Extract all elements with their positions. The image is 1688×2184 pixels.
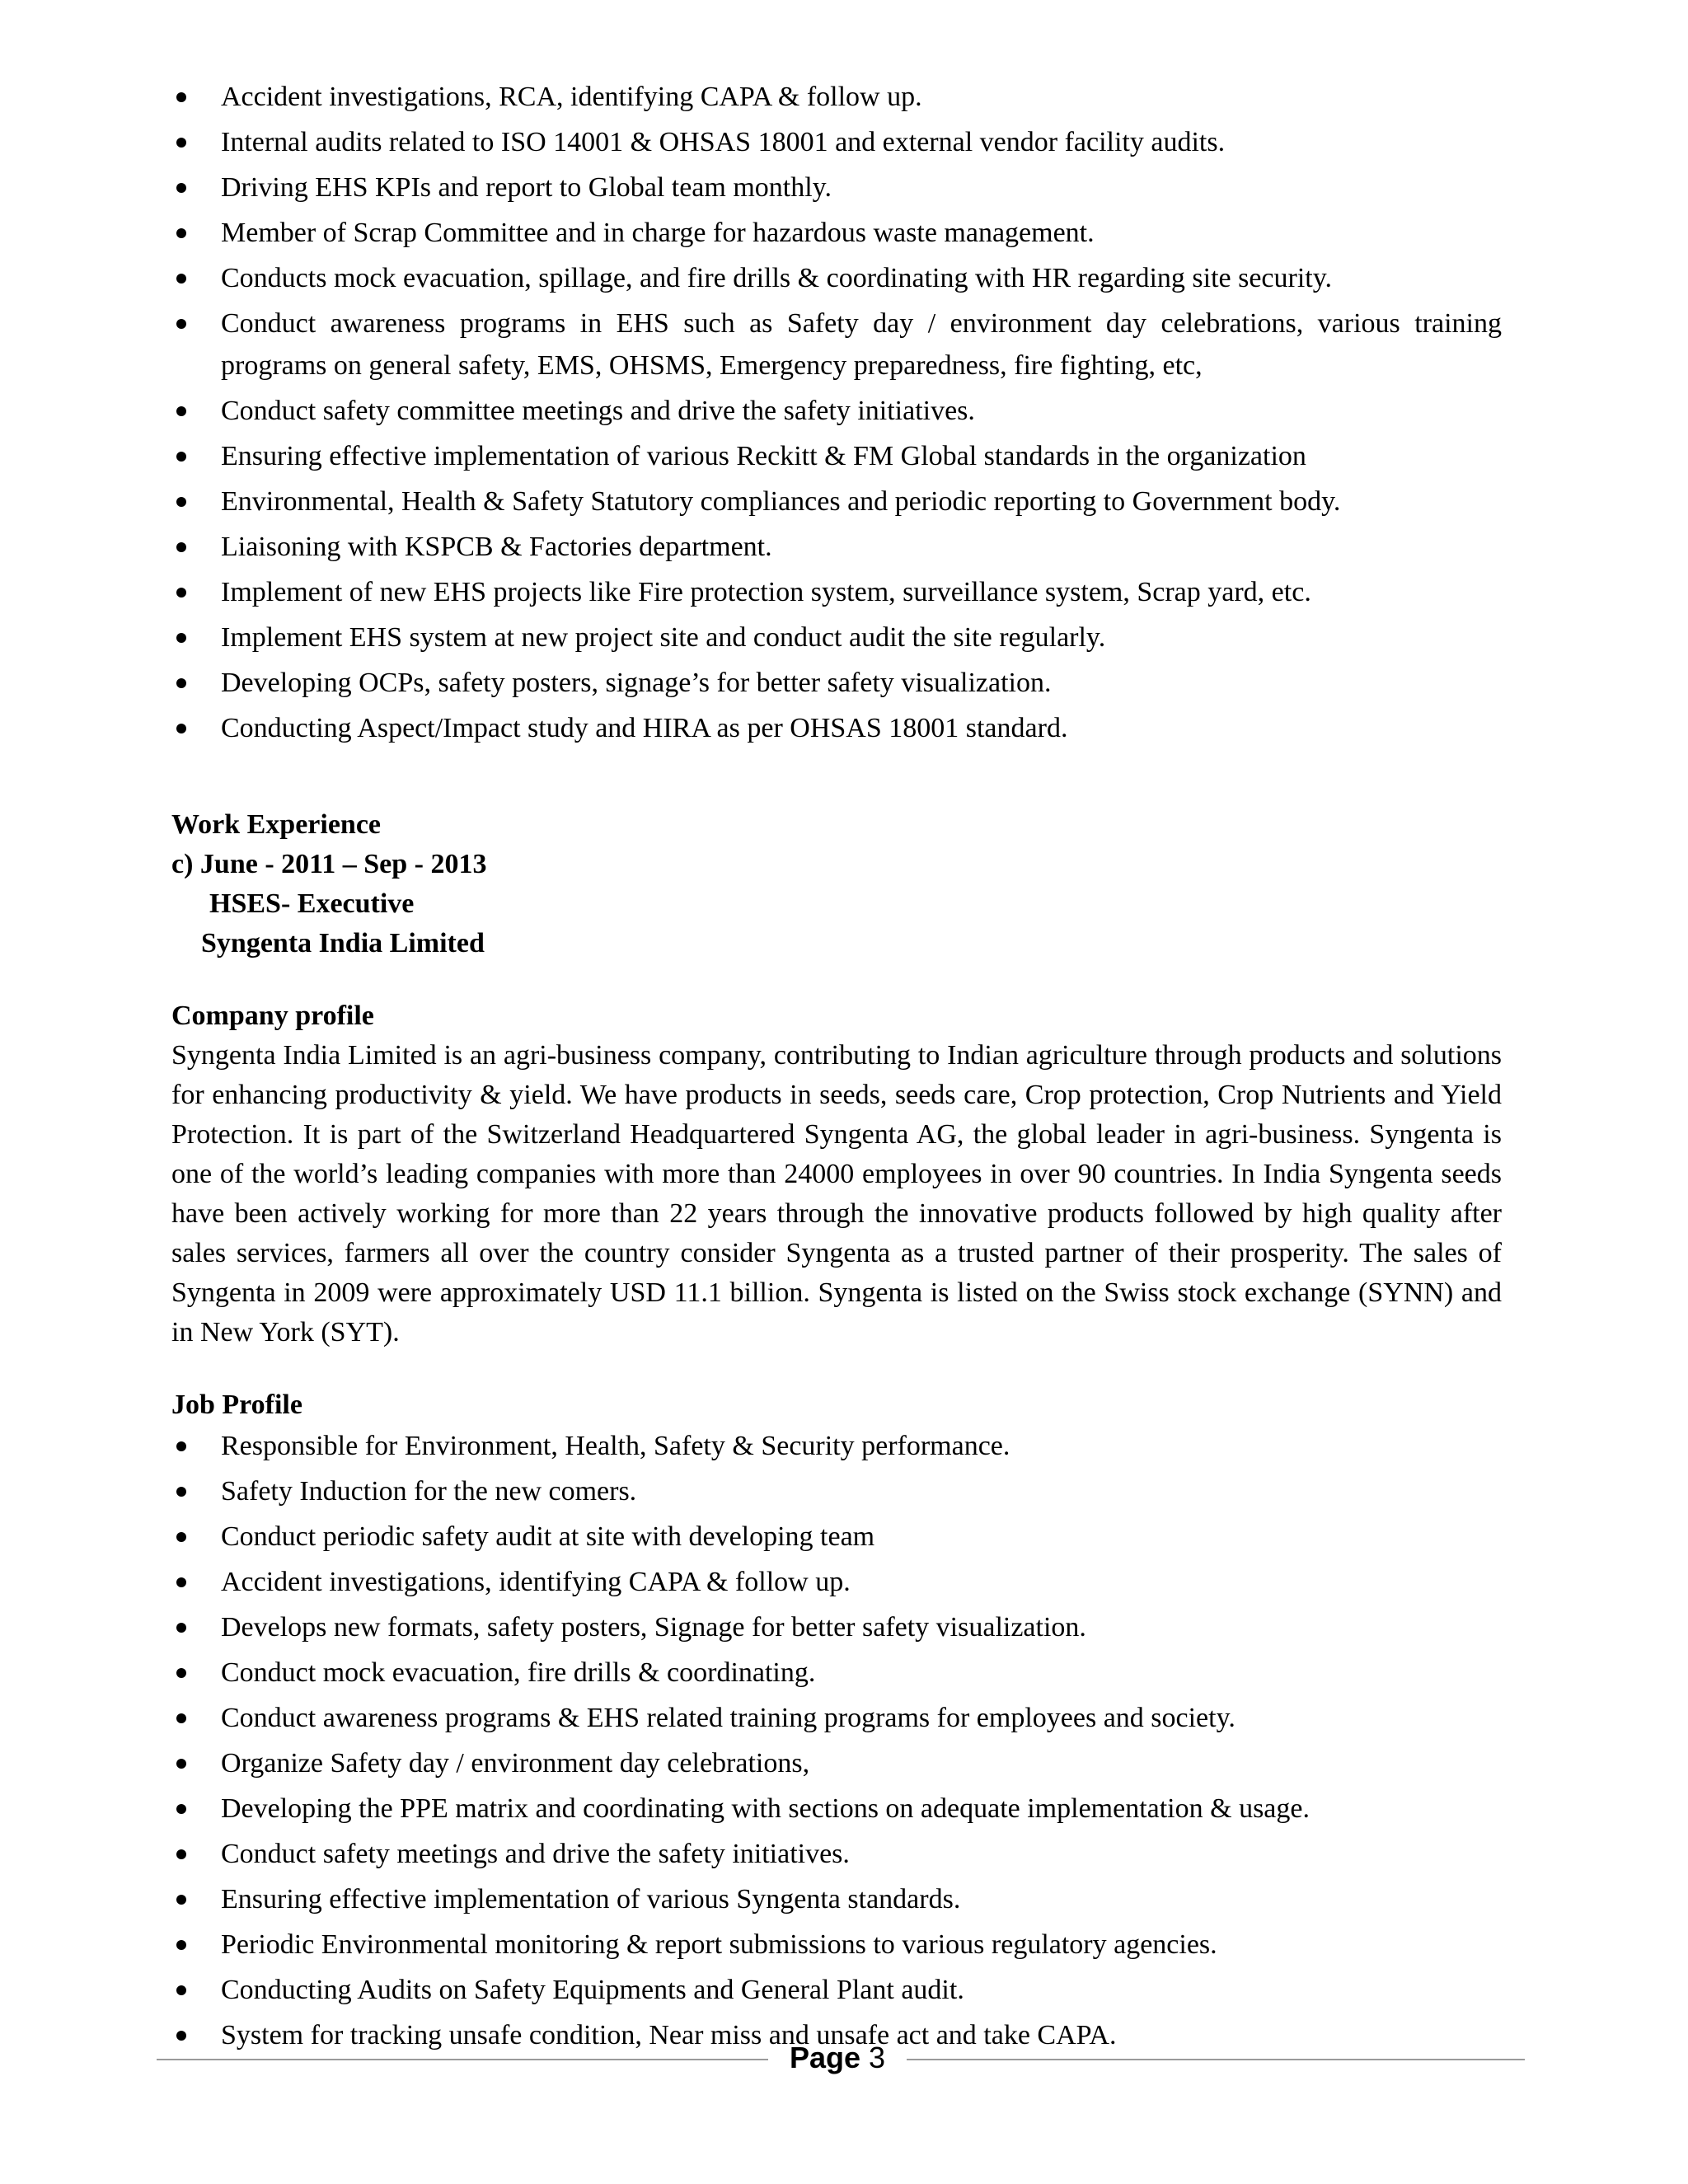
work-period: c) June - 2011 – Sep - 2013 [171, 849, 487, 879]
bullet-icon [176, 183, 186, 193]
bullet-icon [176, 1940, 186, 1950]
bullet-icon [176, 1759, 186, 1769]
list-item: Safety Induction for the new comers. [171, 1470, 1502, 1512]
bullet-icon [176, 1441, 186, 1451]
bullet-icon [176, 1895, 186, 1905]
list-item: Conduct awareness programs & EHS related training programs for employees and society. [171, 1697, 1502, 1739]
list-item: Responsible for Environment, Health, Safety & Security performance. [171, 1425, 1502, 1467]
top-bullet-list [171, 76, 1502, 749]
document-page [171, 76, 1502, 2060]
job-profile-heading: Job Profile [171, 1390, 302, 1420]
bullet-icon [176, 1985, 186, 1995]
list-item: Conduct safety meetings and drive the safety initiatives. [171, 1833, 1502, 1875]
bullet-icon [176, 228, 186, 238]
bullet-icon [176, 724, 186, 733]
list-item: Implement of new EHS projects like Fire protection system, surveillance system, Scrap yard, etc. [171, 571, 1502, 613]
list-item: Accident investigations, identifying CAPA & follow up. [171, 1561, 1502, 1603]
list-item: Conduct periodic safety audit at site with developing team [171, 1516, 1502, 1558]
list-item: System for tracking unsafe condition, Near miss and unsafe act and take CAPA. [171, 2014, 1502, 2056]
footer-rule-right [907, 2059, 1525, 2060]
bullet-icon [176, 138, 186, 148]
list-item: Conduct safety committee meetings and drive the safety initiatives. [171, 390, 1502, 432]
company-profile-heading: Company profile [171, 1001, 374, 1031]
list-item: Developing the PPE matrix and coordinating with sections on adequate implementation & usage. [171, 1788, 1502, 1830]
bullet-icon [176, 274, 186, 284]
bullet-icon [176, 1532, 186, 1542]
list-item: Driving EHS KPIs and report to Global team monthly. [171, 166, 1502, 209]
list-item: Accident investigations, RCA, identifying CAPA & follow up. [171, 76, 1502, 118]
bullet-icon [176, 542, 186, 552]
bullet-icon [176, 1623, 186, 1633]
page-footer [157, 2036, 1525, 2082]
bullet-icon [176, 497, 186, 507]
list-item: Ensuring effective implementation of various Syngenta standards. [171, 1878, 1502, 1920]
footer-rule-left [157, 2059, 768, 2060]
bullet-icon [176, 1577, 186, 1587]
bullet-icon [176, 588, 186, 598]
work-experience-section [171, 805, 1502, 963]
list-item: Internal audits related to ISO 14001 & OHSAS 18001 and external vendor facility audits. [171, 121, 1502, 163]
list-item: Implement EHS system at new project site and conduct audit the site regularly. [171, 616, 1502, 658]
company-profile-text: Syngenta India Limited is an agri-business company, contributing to Indian agriculture through products and solutions for enhancing productivity & yield. We have products in seeds, seeds care, Crop protection, Crop Nutrients and Yield Protection. It is part of the Switzerland Headquartered Syngenta AG, the global leader in agri-business. Syngenta is one of the world’s leading companies with more than 24000 employees in over 90 countries. In India Syngenta seeds have been actively working for more than 22 years through the innovative products followed by high quality after sales services, farmers all over the country consider Syngenta as a trusted partner of their prosperity. The sales of Syngenta in 2009 were approximately USD 11.1 billion. Syngenta is listed on the Swiss stock exchange (SYNN) and in New York (SYT). [171, 1040, 1502, 1347]
list-item: Environmental, Health & Safety Statutory compliances and periodic reporting to Government body. [171, 480, 1502, 523]
list-item: Conducting Audits on Safety Equipments and General Plant audit. [171, 1969, 1502, 2011]
bullet-icon [176, 1849, 186, 1859]
bullet-icon [176, 633, 186, 643]
job-profile-bullet-list [171, 1425, 1502, 2056]
bullet-icon [176, 92, 186, 102]
page-number-label [768, 2041, 907, 2075]
job-profile-section [171, 1385, 1502, 2056]
bullet-icon [176, 452, 186, 462]
list-item: Conducting Aspect/Impact study and HIRA as per OHSAS 18001 standard. [171, 707, 1502, 749]
page-word: Page [789, 2041, 860, 2074]
job-role: HSES- Executive [209, 888, 415, 919]
list-item: Conduct awareness programs in EHS such as Safety day / environment day celebrations, various training programs on general safety, EMS, OHSMS, Emergency preparedness, fire fighting, etc, [171, 302, 1502, 387]
list-item: Periodic Environmental monitoring & report submissions to various regulatory agencies. [171, 1924, 1502, 1966]
list-item: Organize Safety day / environment day celebrations, [171, 1742, 1502, 1784]
bullet-icon [176, 319, 186, 329]
company-profile-section [171, 996, 1502, 1352]
bullet-icon [176, 1713, 186, 1723]
list-item: Conducts mock evacuation, spillage, and fire drills & coordinating with HR regarding site security. [171, 257, 1502, 299]
list-item: Conduct mock evacuation, fire drills & coordinating. [171, 1652, 1502, 1694]
bullet-icon [176, 1668, 186, 1678]
bullet-icon [176, 678, 186, 688]
page-number: 3 [869, 2041, 886, 2074]
list-item: Develops new formats, safety posters, Signage for better safety visualization. [171, 1606, 1502, 1648]
bullet-icon [176, 406, 186, 416]
list-item: Member of Scrap Committee and in charge for hazardous waste management. [171, 212, 1502, 254]
list-item: Liaisoning with KSPCB & Factories department. [171, 526, 1502, 568]
bullet-icon [176, 1804, 186, 1814]
list-item: Developing OCPs, safety posters, signage’s for better safety visualization. [171, 662, 1502, 704]
work-experience-heading: Work Experience [171, 809, 382, 840]
bullet-icon [176, 1487, 186, 1497]
list-item: Ensuring effective implementation of various Reckitt & FM Global standards in the organization [171, 435, 1502, 477]
company-name: Syngenta India Limited [201, 928, 485, 958]
